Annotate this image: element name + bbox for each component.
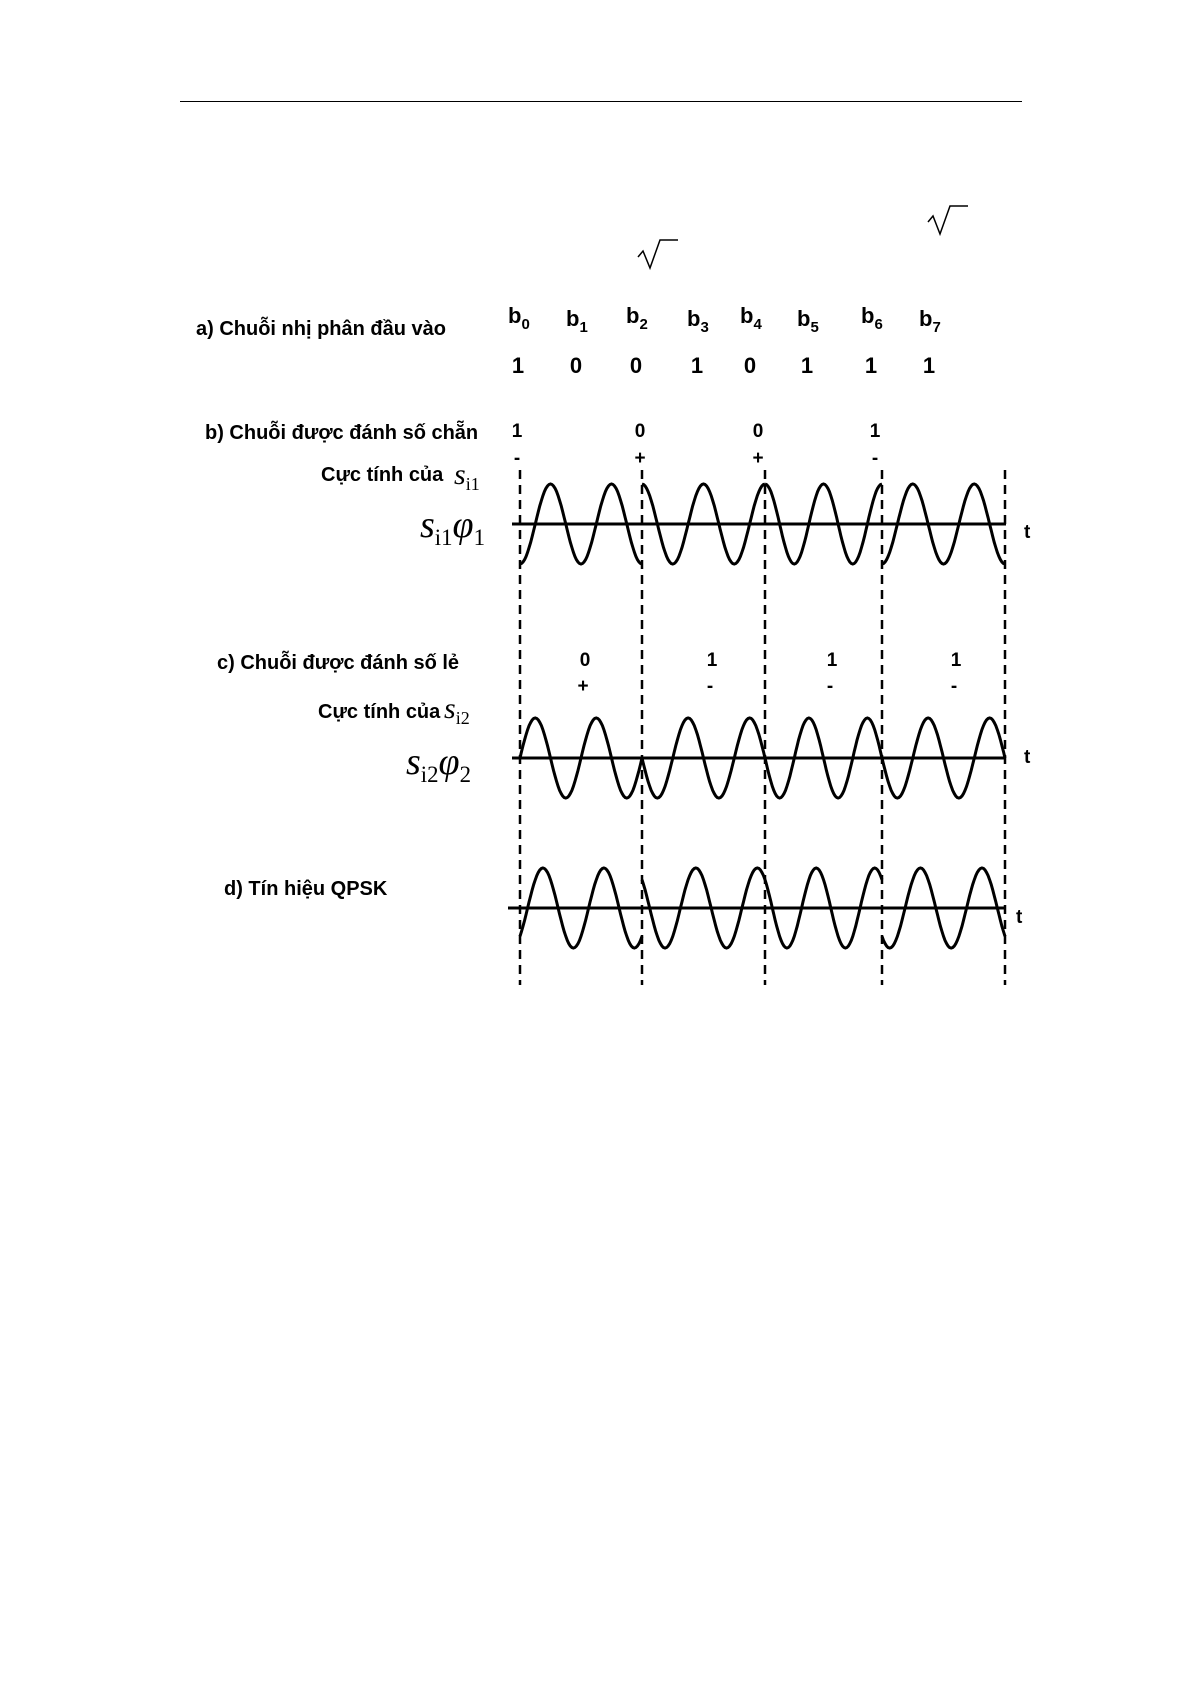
- even-bit: 1: [869, 421, 881, 442]
- odd-polarity: +: [577, 676, 589, 697]
- odd-bit: 0: [579, 650, 591, 671]
- input-bit: 1: [922, 353, 936, 378]
- axis-t-d: t: [1016, 907, 1023, 928]
- odd-polarity: -: [826, 676, 834, 697]
- row-b-label: b) Chuỗi được đánh số chẵn: [205, 422, 479, 444]
- even-bit: 0: [752, 421, 764, 442]
- odd-bit: 1: [826, 650, 838, 671]
- input-bit: 0: [569, 353, 583, 378]
- even-polarity: -: [513, 448, 521, 469]
- input-bit: 0: [629, 353, 643, 378]
- waveform-qpsk: [520, 868, 1005, 948]
- even-polarity: +: [752, 448, 764, 469]
- input-bit: 1: [511, 353, 525, 378]
- header-rule: [180, 101, 1022, 102]
- bit-name: $b_1$: [566, 306, 588, 336]
- odd-polarity: -: [950, 676, 958, 697]
- polarity-symbol-c: $s_{i2}$: [444, 692, 470, 729]
- odd-polarity: -: [706, 676, 714, 697]
- bit-name: $b_3$: [687, 306, 709, 336]
- row-d-label: d) Tín hiệu QPSK: [224, 878, 388, 900]
- input-bit: 0: [743, 353, 757, 378]
- axis-t-b: t: [1024, 522, 1031, 543]
- bit-name: $b_6$: [861, 303, 883, 333]
- row-a-label: a) Chuỗi nhị phân đầu vào: [196, 318, 446, 340]
- bit-name: $b_2$: [626, 303, 648, 333]
- even-bit: 0: [634, 421, 646, 442]
- even-polarity: +: [634, 448, 646, 469]
- row-c-label: c) Chuỗi được đánh số lẻ: [217, 652, 460, 674]
- bit-name: $b_0$: [508, 303, 530, 333]
- input-bit: 1: [690, 353, 704, 378]
- even-bit: 1: [511, 421, 523, 442]
- waveform-label-b: $s_{i1}\varphi_1$: [420, 504, 485, 550]
- input-bit: 1: [800, 353, 814, 378]
- polarity-label-b: Cực tính của: [321, 464, 444, 486]
- odd-bit: 1: [950, 650, 962, 671]
- axis-t-c: t: [1024, 747, 1031, 768]
- bit-name: $b_4$: [740, 303, 762, 333]
- odd-bit: 1: [706, 650, 718, 671]
- waveform-odd: [520, 718, 1005, 798]
- bit-name: $b_5$: [797, 306, 819, 336]
- sqrt-symbol-1: [0, 0, 1192, 300]
- polarity-label-c: Cực tính của: [318, 701, 441, 723]
- input-bit: 1: [864, 353, 878, 378]
- even-polarity: -: [871, 448, 879, 469]
- waveform-even: [520, 484, 1005, 564]
- bit-name: $b_7$: [919, 306, 941, 336]
- waveform-label-c: $s_{i2}\varphi_2$: [406, 741, 471, 787]
- polarity-symbol-b: $s_{i1}$: [454, 458, 480, 495]
